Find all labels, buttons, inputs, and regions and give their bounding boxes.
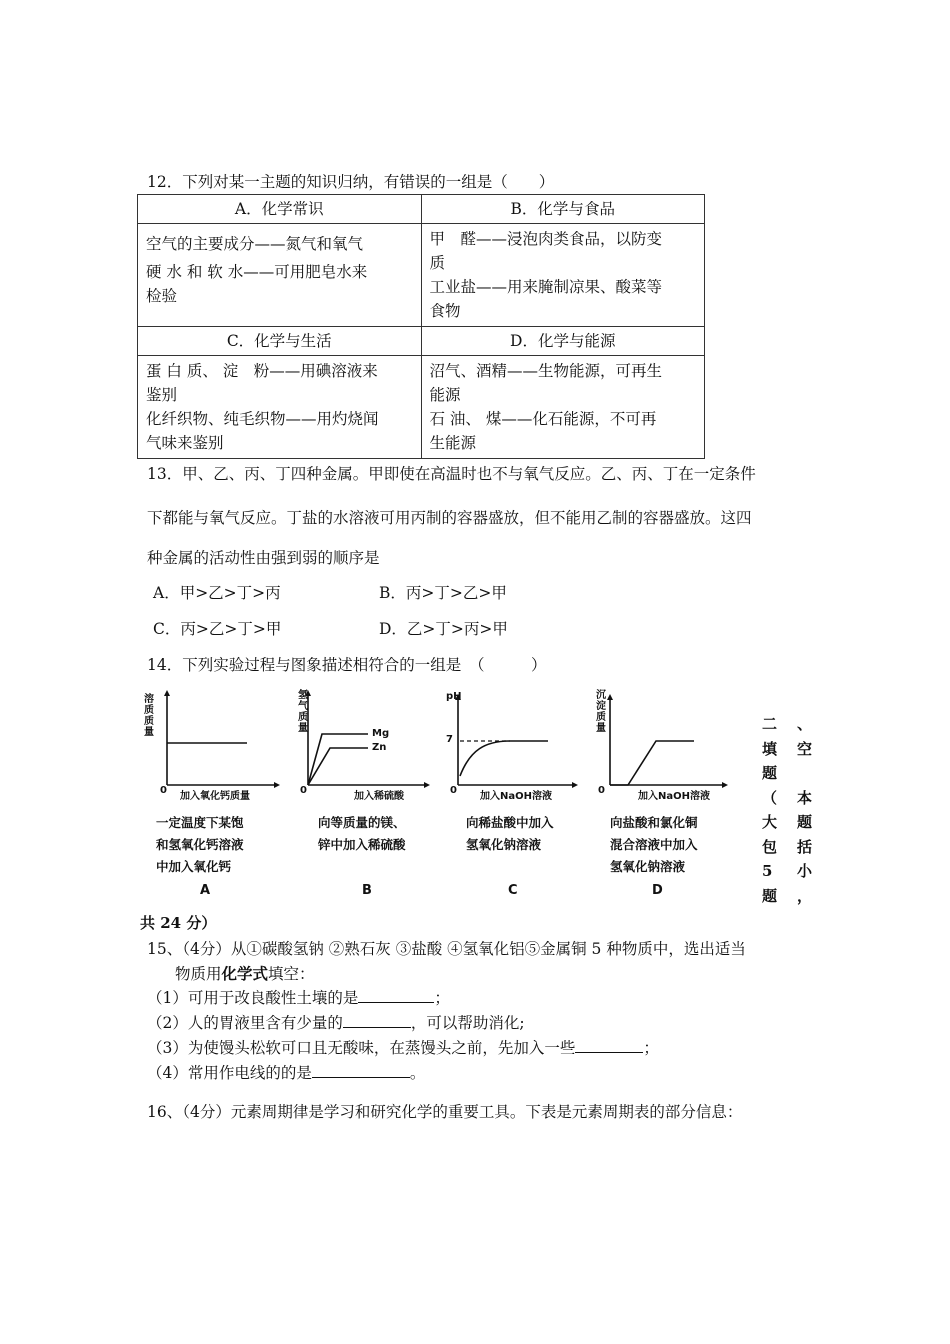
graph-a-ylabel: 溶质质量 bbox=[144, 694, 154, 738]
q13-option-d: D．乙>丁>丙>甲 bbox=[379, 620, 508, 638]
section2-char: ， bbox=[796, 886, 812, 905]
answer-blank[interactable] bbox=[575, 1038, 643, 1053]
graph-b-origin: 0 bbox=[300, 785, 307, 796]
q12-c-line: 气味来鉴别 bbox=[146, 434, 224, 452]
graph-a bbox=[142, 690, 282, 900]
graph-c bbox=[440, 690, 580, 900]
graph-c-curve bbox=[460, 741, 548, 776]
q12-c-cell bbox=[138, 356, 422, 459]
graph-d-xlabel: 加入NaOH溶液 bbox=[638, 791, 710, 802]
q12-d-line: 能源 bbox=[429, 386, 461, 404]
q12-table bbox=[137, 194, 705, 459]
q14-stem: 14．下列实验过程与图象描述相符合的一组是 （ ） bbox=[147, 656, 547, 674]
q13-line2: 下都能与氧气反应。丁盐的水溶液可用丙制的容器盛放，但不能用乙制的容器盛放。这四 bbox=[147, 509, 752, 527]
answer-blank[interactable] bbox=[343, 1013, 411, 1028]
q15-item-text: ，可以帮助消化; bbox=[410, 1014, 525, 1032]
section2-char: 二 bbox=[762, 715, 778, 733]
section2-char: 本 bbox=[796, 788, 812, 807]
q15-item-4 bbox=[147, 1061, 425, 1085]
q15-line2-bold: 化学式 bbox=[221, 964, 269, 983]
section2-tail: 共 24 分） bbox=[140, 914, 217, 932]
answer-blank[interactable] bbox=[312, 1063, 410, 1078]
section2-char: 小 bbox=[796, 862, 812, 880]
graph-c-tick: 7 bbox=[446, 734, 453, 745]
q12-b-line: 甲 醛——浸泡肉类食品，以防变 bbox=[429, 230, 663, 248]
graph-b-letter: B bbox=[362, 883, 372, 898]
section2-char: 题 bbox=[796, 813, 812, 831]
graph-c-xlabel: 加入NaOH溶液 bbox=[480, 791, 552, 802]
q12-c-head: C．化学与生活 bbox=[138, 327, 422, 356]
graph-c-ylabel: pH bbox=[446, 691, 462, 702]
section2-char: 5 bbox=[762, 862, 773, 880]
q13-option-c: C．丙>乙>丁>甲 bbox=[153, 620, 282, 638]
section2-char: 包 bbox=[762, 837, 778, 856]
graph-a-letter: A bbox=[200, 883, 211, 898]
q12-a-line: 硬 水 和 软 水——可用肥皂水来 bbox=[146, 263, 368, 281]
q12-b-cell bbox=[421, 224, 705, 327]
graph-d-origin: 0 bbox=[598, 785, 605, 796]
q12-b-line: 质 bbox=[429, 254, 446, 272]
graph-b-caption: 锌中加入稀硫酸 bbox=[318, 837, 406, 852]
q13-line3: 种金属的活动性由强到弱的顺序是 bbox=[147, 549, 380, 567]
q12-a-line: 空气的主要成分——氮气和氧气 bbox=[146, 235, 364, 253]
graph-a-caption: 一定温度下某饱 bbox=[156, 815, 244, 830]
q15-line2-post: 填空： bbox=[268, 965, 315, 983]
q15-line2-pre: 物质用 bbox=[175, 965, 222, 983]
q15-item-text: ； bbox=[643, 1039, 659, 1057]
q15-item-text: （3）为使馒头松软可口且无酸味，在蒸馒头之前，先加入一些 bbox=[147, 1039, 576, 1057]
graph-d-letter: D bbox=[652, 883, 663, 898]
q15-item-1 bbox=[147, 986, 450, 1010]
q12-d-head: D．化学与能源 bbox=[421, 327, 705, 356]
graph-a-origin: 0 bbox=[160, 785, 167, 796]
section2-char: 空 bbox=[796, 739, 812, 758]
q12-stem: 12．下列对某一主题的知识归纳，有错误的一组是（ ） bbox=[147, 173, 555, 191]
q12-d-line: 生能源 bbox=[429, 434, 477, 452]
section2-char: 填 bbox=[762, 739, 778, 758]
graph-a-caption: 和氢氧化钙溶液 bbox=[156, 837, 244, 852]
q12-d-line: 沼气、酒精——生物能源，可再生 bbox=[429, 362, 663, 380]
section2-char: （ bbox=[762, 788, 778, 807]
graph-d-line bbox=[610, 741, 694, 785]
q12-b-line: 食物 bbox=[429, 302, 461, 320]
q12-d-line: 石 油、 煤——化石能源，不可再 bbox=[429, 410, 657, 428]
q13-line1: 13．甲、乙、丙、丁四种金属。甲即使在高温时也不与氧气反应。乙、丙、丁在一定条件 bbox=[147, 465, 756, 483]
q15-line2 bbox=[175, 962, 315, 986]
graph-b bbox=[296, 690, 436, 900]
graph-c-caption: 向稀盐酸中加入 bbox=[466, 815, 554, 830]
q13-option-a: A．甲>乙>丁>丙 bbox=[153, 584, 281, 602]
graph-d-caption: 氢氧化钠溶液 bbox=[610, 859, 686, 874]
graph-b-series-zn-label: Zn bbox=[372, 742, 387, 753]
q12-a-line: 检验 bbox=[146, 287, 178, 305]
graph-d-plot bbox=[590, 690, 730, 800]
q15-item-text: （4）常用作电线的的是 bbox=[147, 1064, 312, 1082]
q16-line1: 16、（4分）元素周期律是学习和研究化学的重要工具。下表是元素周期表的部分信息： bbox=[147, 1103, 743, 1121]
graph-d-ylabel: 沉淀质量 bbox=[596, 690, 606, 734]
q15-item-2 bbox=[147, 1011, 525, 1035]
graph-d bbox=[590, 690, 730, 900]
section2-char: 大 bbox=[762, 813, 778, 831]
section2-char: 题 bbox=[762, 886, 778, 905]
graph-b-plot bbox=[296, 690, 436, 800]
section2-char: 、 bbox=[796, 715, 812, 733]
graph-b-series-mg-label: Mg bbox=[372, 728, 390, 739]
q15-item-text: （1）可用于改良酸性土壤的是 bbox=[147, 989, 359, 1007]
q12-b-line: 工业盐——用来腌制凉果、酸菜等 bbox=[429, 278, 663, 296]
section2-heading bbox=[762, 712, 812, 908]
graph-d-caption: 向盐酸和氯化铜 bbox=[610, 815, 698, 830]
section2-char: 题 bbox=[762, 764, 778, 782]
graph-c-letter: C bbox=[508, 883, 518, 898]
q13-option-b: B．丙>丁>乙>甲 bbox=[379, 584, 507, 602]
q15-item-text: 。 bbox=[409, 1064, 426, 1082]
q12-a-head: A．化学常识 bbox=[138, 195, 422, 224]
q12-a-cell bbox=[138, 224, 422, 327]
q12-c-line: 蛋 白 质、 淀 粉——用碘溶液来 bbox=[146, 362, 378, 380]
q15-item-text: ； bbox=[434, 989, 450, 1007]
graph-c-origin: 0 bbox=[450, 785, 457, 796]
graph-c-plot bbox=[440, 690, 580, 800]
graph-a-caption: 中加入氧化钙 bbox=[156, 859, 232, 874]
graph-c-caption: 氢氧化钠溶液 bbox=[466, 837, 542, 852]
graph-a-xlabel: 加入氧化钙质量 bbox=[180, 791, 250, 802]
q15-line1: 15、（4分）从①碳酸氢钠 ②熟石灰 ③盐酸 ④氢氧化铝⑤金属铜 5 种物质中，选出适当 bbox=[147, 940, 746, 958]
answer-blank[interactable] bbox=[358, 988, 434, 1003]
q15-item-3 bbox=[147, 1036, 659, 1060]
graph-b-ylabel: 氢气质量 bbox=[298, 690, 308, 734]
graph-a-plot bbox=[142, 690, 282, 800]
graph-b-xlabel: 加入稀硫酸 bbox=[354, 791, 404, 802]
graph-b-caption: 向等质量的镁、 bbox=[318, 815, 406, 830]
q12-c-line: 鉴别 bbox=[146, 386, 178, 404]
q12-d-cell bbox=[421, 356, 705, 459]
graph-b-series-mg bbox=[308, 734, 368, 785]
q15-item-text: （2）人的胃液里含有少量的 bbox=[147, 1014, 343, 1032]
graph-d-caption: 混合溶液中加入 bbox=[610, 837, 698, 852]
section2-char: 括 bbox=[796, 837, 812, 856]
q12-b-head: B．化学与食品 bbox=[421, 195, 705, 224]
q12-c-line: 化纤织物、纯毛织物——用灼烧闻 bbox=[146, 410, 379, 428]
